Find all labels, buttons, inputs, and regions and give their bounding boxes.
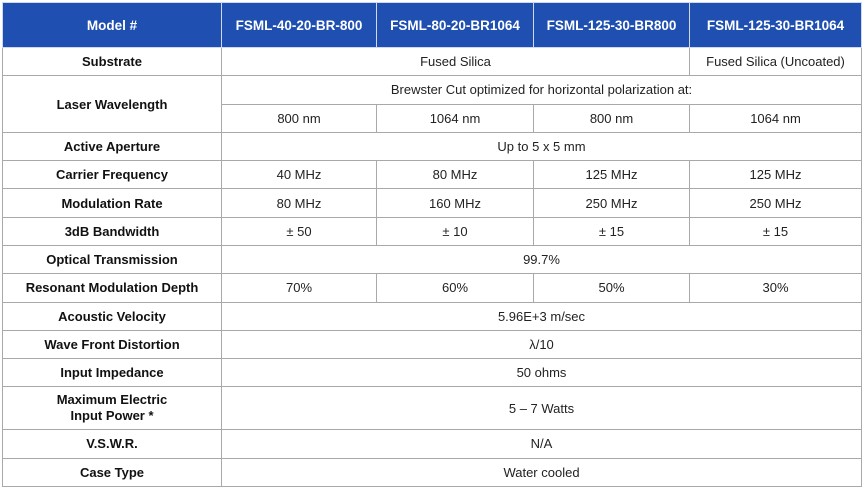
table-cell: 125 MHz [534,161,690,189]
model-header-1: FSML-40-20-BR-800 [222,3,377,48]
param-label: Modulation Rate [3,189,222,217]
table-cell: 70% [222,274,377,302]
table-cell: 800 nm [222,104,377,132]
param-label: Active Aperture [3,132,222,160]
table-cell: 40 MHz [222,161,377,189]
table-cell: 60% [377,274,534,302]
table-row-wavefront [3,330,862,358]
table-cell: 80 MHz [377,161,534,189]
table-body [3,48,862,487]
table-cell: Fused Silica [222,48,690,76]
param-label: Optical Transmission [3,245,222,273]
param-label: Case Type [3,458,222,486]
table-cell: 250 MHz [690,189,862,217]
param-label: V.S.W.R. [3,430,222,458]
table-row-impedance [3,359,862,387]
param-label: Resonant Modulation Depth [3,274,222,302]
table-cell: 800 nm [534,104,690,132]
table-cell: 5.96E+3 m/sec [222,302,862,330]
table-row-bandwidth [3,217,862,245]
table-cell: 30% [690,274,862,302]
param-label [3,387,222,430]
table-row-active-aperture [3,132,862,160]
param-label-line2: Input Power * [70,408,154,424]
table-cell: Brewster Cut optimized for horizontal polarization at: [222,76,862,104]
param-label: Wave Front Distortion [3,330,222,358]
model-header-4: FSML-125-30-BR1064 [690,3,862,48]
param-label: Carrier Frequency [3,161,222,189]
table-cell: 160 MHz [377,189,534,217]
table-cell: ± 15 [534,217,690,245]
table-cell: Fused Silica (Uncoated) [690,48,862,76]
table-row-carrier-frequency [3,161,862,189]
param-label: Input Impedance [3,359,222,387]
table-cell: ± 50 [222,217,377,245]
table-row-vswr [3,430,862,458]
table-cell: 5 – 7 Watts [222,387,862,430]
header-row [3,3,862,48]
model-header-label: Model # [3,3,222,48]
param-label: Laser Wavelength [3,76,222,133]
param-label: Substrate [3,48,222,76]
table-row-max-power [3,387,862,430]
table-cell: 80 MHz [222,189,377,217]
spec-table [2,2,862,487]
table-cell: 125 MHz [690,161,862,189]
table-cell: ± 15 [690,217,862,245]
table-row-laser-wavelength-note [3,76,862,104]
model-header-2: FSML-80-20-BR1064 [377,3,534,48]
table-cell: λ/10 [222,330,862,358]
table-row-substrate [3,48,862,76]
param-label: 3dB Bandwidth [3,217,222,245]
table-cell: 1064 nm [377,104,534,132]
table-cell: N/A [222,430,862,458]
table-row-case-type [3,458,862,486]
table-cell: 50 ohms [222,359,862,387]
table-header [3,3,862,48]
table-row-optical-transmission [3,245,862,273]
param-label-line1: Maximum Electric [56,392,168,408]
table-cell: 1064 nm [690,104,862,132]
table-cell: Water cooled [222,458,862,486]
table-cell: ± 10 [377,217,534,245]
table-cell: 50% [534,274,690,302]
table-cell: Up to 5 x 5 mm [222,132,862,160]
table-row-resonant-depth [3,274,862,302]
param-label: Acoustic Velocity [3,302,222,330]
table-row-acoustic-velocity [3,302,862,330]
table-row-modulation-rate [3,189,862,217]
table-cell: 250 MHz [534,189,690,217]
model-header-3: FSML-125-30-BR800 [534,3,690,48]
table-cell: 99.7% [222,245,862,273]
